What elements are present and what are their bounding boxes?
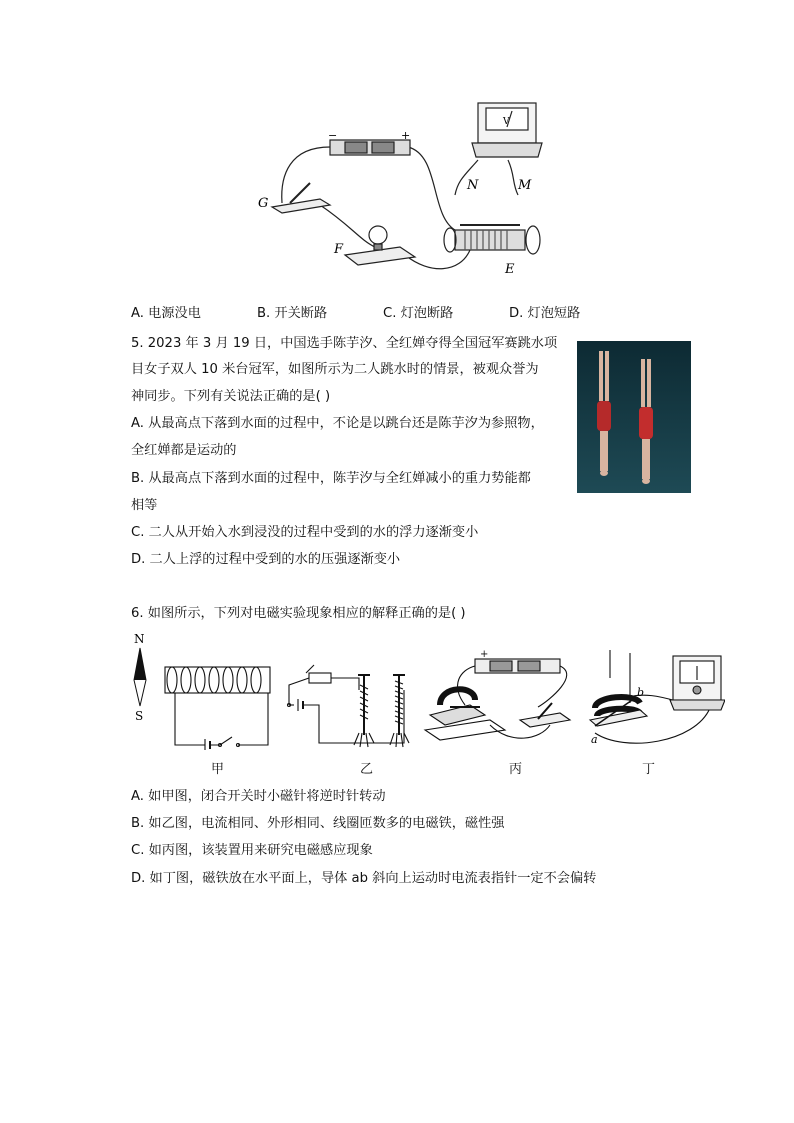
caption-yi: 乙 [360,762,374,777]
q4-options [131,304,580,324]
figure-jia [160,655,275,750]
compass-south: S [135,709,144,722]
q5-option-a-line-1: A. 从最高点下落到水面的过程中，不论是以跳台还是陈芋汐为参照物， [131,416,544,431]
label-m: M [518,178,532,193]
label-g: G [258,196,269,211]
figure-yi [284,655,419,750]
q5-stem-line-1: 5. 2023 年 3 月 19 日，中国选手陈芋汐、全红婵夺得全国冠军赛跳水项 [131,336,558,351]
figure-ding [585,648,725,753]
q4-option-d: D. 灯泡短路 [509,306,581,321]
q5-option-d: D. 二人上浮的过程中受到的水的压强逐渐变小 [131,552,401,567]
label-plus: + [401,129,411,142]
divers-photo [577,341,691,493]
label-b: b [637,686,645,699]
q4-option-a: A. 电源没电 [131,306,201,321]
q5-option-b-line-2: 相等 [131,498,158,513]
q4-option-c: C. 灯泡断路 [383,306,454,321]
label-minus: − [328,129,338,142]
voltmeter-v: V [503,117,510,127]
q6-option-c: C. 如丙图，该装置用来研究电磁感应现象 [131,843,373,858]
label-a: a [591,733,598,746]
q5-option-a-line-2: 全红婵都是运动的 [131,443,237,458]
q6-option-b: B. 如乙图，电流相同、外形相同、线圈匝数多的电磁铁，磁性强 [131,816,505,831]
compass-needle [128,630,152,722]
caption-bing: 丙 [509,762,523,777]
q6-option-d: D. 如丁图，磁铁放在水平面上，导体 ab 斜向上运动时电流表指针一定不会偏转 [131,871,597,886]
q4-option-b: B. 开关断路 [257,306,328,321]
q5-option-b-line-1: B. 从最高点下落到水面的过程中，陈芋汐与全红婵减小的重力势能都 [131,471,531,486]
label-n: N [467,178,479,193]
svg-text:+: + [480,649,489,660]
label-f: F [334,242,344,257]
compass-north: N [134,632,145,646]
circuit-figure [250,95,550,280]
q6-stem: 6. 如图所示，下列对电磁实验现象相应的解释正确的是( ) [131,606,466,621]
q6-option-a: A. 如甲图，闭合开关时小磁针将逆时针转动 [131,789,386,804]
caption-ding: 丁 [642,762,656,777]
label-e: E [505,262,515,277]
q5-stem-line-3: 神同步。下列有关说法正确的是( ) [131,389,331,404]
caption-jia: 甲 [211,762,225,777]
q5-option-c: C. 二人从开始入水到浸没的过程中受到的水的浮力逐渐变小 [131,525,479,540]
q5-stem-line-2: 目女子双人 10 米台冠军，如图所示为二人跳水时的情景，被观众誉为 [131,362,539,377]
figure-bing [420,645,580,755]
